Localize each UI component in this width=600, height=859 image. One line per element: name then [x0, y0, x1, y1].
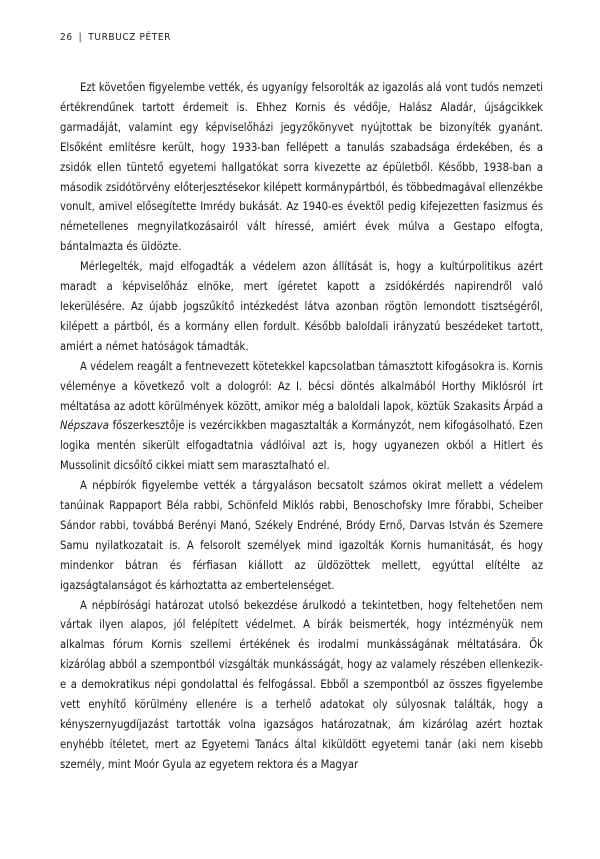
paragraph-text: főszerkesztője is vezércikkben magasztalták a Kormányzót, nem kifogásolható. Ezen logika mentén sikerült elfogadtatnia vádlóival azt is, hogy ugyanezen okból a Hitlert és Mussolinit dicsőítő cikkei miatt sem marasztalható el. — [60, 419, 543, 473]
paragraph: A népbírók figyelembe vették a tárgyaláson becsatolt számos okirat mellett a védelem tanúinak Rappaport Béla rabbi, Schönfeld Miklós rabbi, Benoschofsky Imre főrabbi, Scheiber Sándor rabbi, továbbá Berényi Manó, Székely Endréné, Bródy Ernő, Darvas István és Szemere Samu nyilatkozatait is. A felsorolt személyek mind igazolták Kornis humanitását, és hogy mindenkor bátran és férfiasan kiállott az üldözöttek mellett, egyúttal elítélte az igazságtalanságot és kárhoztatta az embertelenséget. — [60, 479, 543, 592]
running-header — [60, 32, 171, 43]
paragraph: Ezt követően figyelembe vették, és ugyanígy felsorolták az igazolás alá vont tudós nemzeti értékrendűnek tartott érdemeit is. Ehhez Kornis és védője, Halász Aladár, újságcikkek garmadáját, valamint egy képviselőházi jegyzőkönyvet nyújtottak be bizonyíték gyanánt. Elsőként említésre került, hogy 1933-ban fellépett a tanulás szabadsága érdekében, és a zsidók ellen tüntető egyetemi hallgatókat sorra kivezette az épületből. Később, 1938-ban a második zsidótörvény előterjesztésekor kilépett kormánypártból, és többedmagával ellenzékbe vonult, amivel elősegítette Imrédy bukását. Az 1940-es évektől pedig kifejezetten fasizmus és németellenes megnyilatkozásairól vált híressé, amiért évek múlva a Gestapo elfogta, bántalmazta és üldözte. — [60, 81, 543, 254]
body-text — [60, 78, 543, 775]
paragraph — [60, 357, 543, 476]
newspaper-title: Népszava — [60, 419, 109, 433]
paragraph-text: A védelem reagált a fentnevezett kötetekkel kapcsolatban támasztott kifogásokra is. Kornis véleménye a következő volt a dologról: Az I. bécsi döntés alkalmából Horthy Miklósról írt méltatása az adott körülmények között, amikor még a baloldali lapok, köztük Szakasits Árpád a — [60, 359, 543, 413]
paragraph: A népbírósági határozat utolsó bekezdése árulkodó a tekintetben, hogy feltehetően nem vártak ilyen alapos, jól felépített védelmet. A bírák beismerték, hogy intézményük nem alkalmas fórum Kornis szellemi értékének és irodalmi munkásságának méltatására. Ők kizárólag abból a szempontból vizsgálták munkásságát, hogy az valamely részében ellenkezik-e a demokratikus népi gondolattal és felfogással. Ebből a szempontból az összes figyelembe vett enyhítő körülmény ellenére is a terhelő adatokat oly súlyosnak találták, hogy a kényszernyugdíjazást tartották volna igazságos határozatnak, ám kizárólag azért hoztak enyhébb ítéletet, mert az Egyetemi Tanács által kiküldött egyetemi tanár (aki nem kisebb személy, mint Moór Gyula az egyetem rektora és a Magyar — [60, 598, 543, 771]
paragraph: Mérlegelték, majd elfogadták a védelem azon állítását is, hogy a kultúrpolitikus azért maradt a képviselőház elnöke, mert ígéretet kapott a zsidókérdés napirendről való lekerülésére. Az újabb jogszűkítő intézkedést látva azonban rögtön lemondott tisztségéről, kilépett a pártból, és a kormány ellen fordult. Később baloldali irányzatú beszédeket tartott, amiért a német hatóságok támadták. — [60, 260, 543, 353]
running-author: TURBUCZ PÉTER — [88, 32, 172, 43]
page-number: 26 — [60, 32, 73, 43]
header-separator: | — [78, 32, 83, 43]
